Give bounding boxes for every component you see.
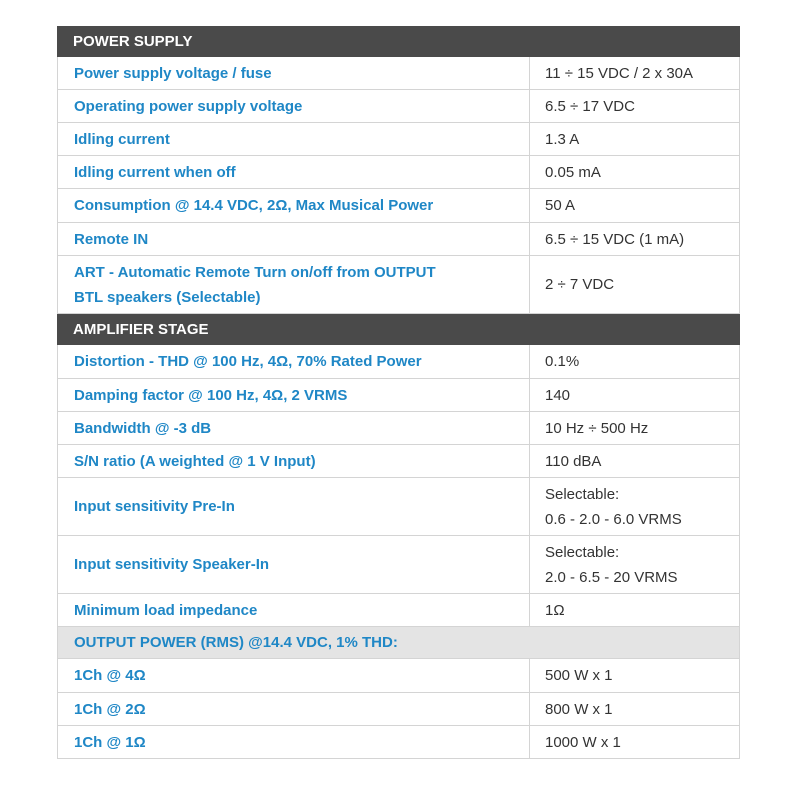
row-value: 1Ω [545, 601, 565, 619]
row-value: 6.5 ÷ 15 VDC (1 mA) [545, 230, 685, 248]
row-value: 10 Hz ÷ 500 Hz [545, 419, 649, 437]
row-label: Power supply voltage / fuse [58, 57, 530, 89]
row-value: 800 W x 1 [545, 700, 613, 718]
row-value: 11 ÷ 15 VDC / 2 x 30A [545, 64, 694, 82]
row-label: Idling current when off [58, 156, 530, 188]
row-label: 1Ch @ 2Ω [58, 693, 530, 725]
row-label: Bandwidth @ -3 dB [58, 412, 530, 444]
row-value [530, 478, 739, 535]
row-label: Input sensitivity Speaker-In [58, 536, 530, 593]
row-value: 500 W x 1 [545, 667, 613, 684]
row-label: Input sensitivity Pre-In [58, 478, 530, 535]
table-row [57, 693, 740, 726]
table-row [57, 536, 740, 594]
row-value-line: Selectable: [545, 485, 620, 503]
table-row [57, 659, 740, 693]
row-value: 140 [545, 386, 571, 404]
section-header-amplifier-stage: AMPLIFIER STAGE [57, 314, 740, 345]
row-label-line: BTL speakers (Selectable) [74, 288, 261, 306]
row-label: Damping factor @ 100 Hz, 4Ω, 2 VRMS [58, 379, 530, 411]
row-label: Remote IN [58, 223, 530, 255]
row-value: 1000 W x 1 [545, 733, 621, 751]
row-label: Consumption @ 14.4 VDC, 2Ω, Max Musical Power [58, 189, 530, 222]
row-label: Distortion - THD @ 100 Hz, 4Ω, 70% Rated Power [58, 345, 530, 378]
row-value: 6.5 ÷ 17 VDC [545, 97, 635, 115]
table-row [57, 256, 740, 314]
table-row [57, 156, 740, 189]
table-row [57, 726, 740, 759]
table-row [57, 57, 740, 90]
table-row [57, 412, 740, 445]
row-label [58, 256, 530, 313]
row-value: 110 dBA [545, 452, 602, 470]
row-value-line: 0.6 - 2.0 - 6.0 VRMS [545, 510, 682, 528]
table-row [57, 345, 740, 379]
row-value: 2 ÷ 7 VDC [545, 276, 615, 293]
row-value-line: 2.0 - 6.5 - 20 VRMS [545, 568, 678, 586]
table-row [57, 478, 740, 536]
table-row [57, 594, 740, 627]
table-row [57, 445, 740, 478]
row-label: 1Ch @ 4Ω [58, 659, 530, 692]
row-value: 50 A [545, 197, 576, 214]
row-label: Minimum load impedance [58, 594, 530, 626]
table-row [57, 189, 740, 223]
row-label: Idling current [58, 123, 530, 155]
row-label: S/N ratio (A weighted @ 1 V Input) [58, 445, 530, 477]
table-row [57, 123, 740, 156]
spec-table [57, 26, 740, 759]
row-label: Operating power supply voltage [58, 90, 530, 122]
row-label-line: ART - Automatic Remote Turn on/off from OUTPUT [74, 263, 436, 281]
row-label: 1Ch @ 1Ω [58, 726, 530, 758]
section-header-power-supply: POWER SUPPLY [57, 26, 740, 57]
row-value-line: Selectable: [545, 543, 620, 561]
table-row [57, 379, 740, 412]
row-value: 0.1% [545, 353, 580, 370]
table-row [57, 223, 740, 256]
row-value [530, 536, 739, 593]
row-value: 0.05 mA [545, 163, 601, 181]
row-value: 1.3 A [545, 130, 580, 148]
section-header-output-power: OUTPUT POWER (RMS) @14.4 VDC, 1% THD: [57, 627, 740, 659]
table-row [57, 90, 740, 123]
